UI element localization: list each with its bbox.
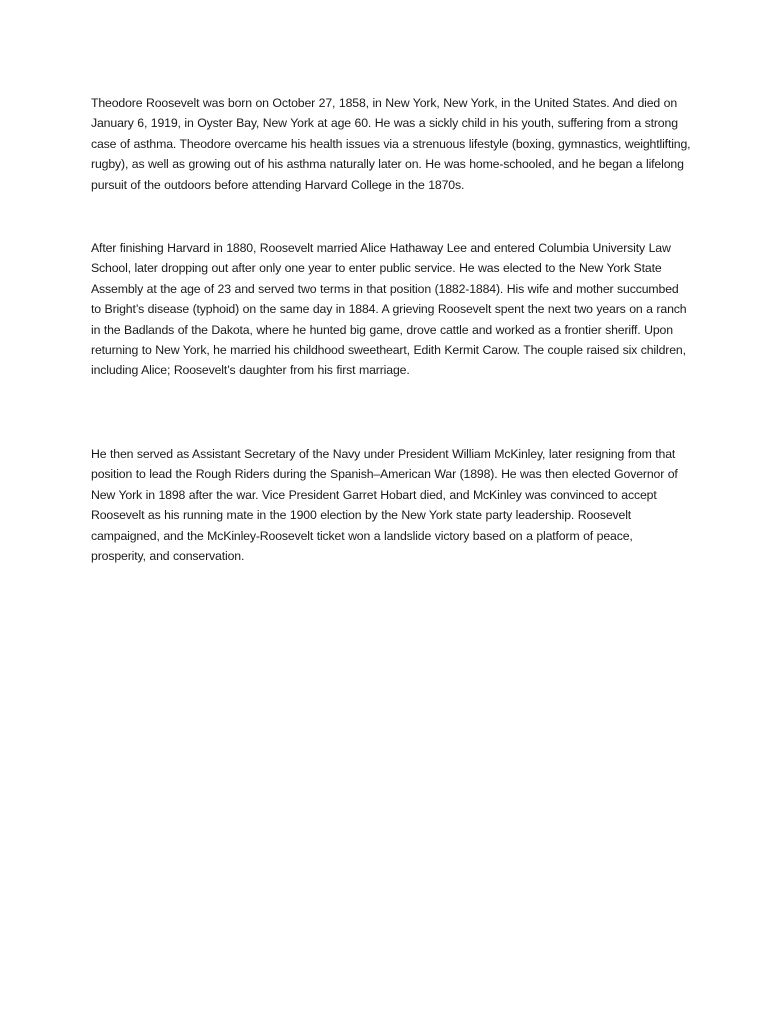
paragraph-political-rise: He then served as Assistant Secretary of the Navy under President William McKinley, later resigning from that position to lead the Rough Riders during the Spanish–American War (1898). He was then elected Governor of New York in 1898 after the war. Vice President Garret Hobart died, and McKinley was convinced to accept Roosevelt as his running mate in the 1900 election by the New York state party leadership. Roosevelt campaigned, and the McKinley-Roosevelt ticket won a landslide victory based on a platform of peace, prosperity, and conservation. — [91, 447, 678, 564]
paragraph-early-life: Theodore Roosevelt was born on October 27, 1858, in New York, New York, in the United States. And died on January 6, 1919, in Oyster Bay, New York at age 60. He was a sickly child in his youth, suffering from a strong case of asthma. Theodore overcame his health issues via a strenuous lifestyle (boxing, gymnastics, weightlifting, rugby), as well as growing out of his asthma naturally later on. He was home-schooled, and he began a lifelong pursuit of the outdoors before attending Harvard College in the 1870s. — [91, 96, 691, 192]
paragraph-early-career: After finishing Harvard in 1880, Roosevelt married Alice Hathaway Lee and entered Columbia University Law School, later dropping out after only one year to enter public service. He was elected to the New York State Assembly at the age of 23 and served two terms in that position (1882-1884). His wife and mother succumbed to Bright’s disease (typhoid) on the same day in 1884. A grieving Roosevelt spent the next two years on a ranch in the Badlands of the Dakota, where he hunted big game, drove cattle and worked as a frontier sheriff. Upon returning to New York, he married his childhood sweetheart, Edith Kermit Carow. The couple raised six children, including Alice; Roosevelt’s daughter from his first marriage. — [91, 241, 687, 378]
